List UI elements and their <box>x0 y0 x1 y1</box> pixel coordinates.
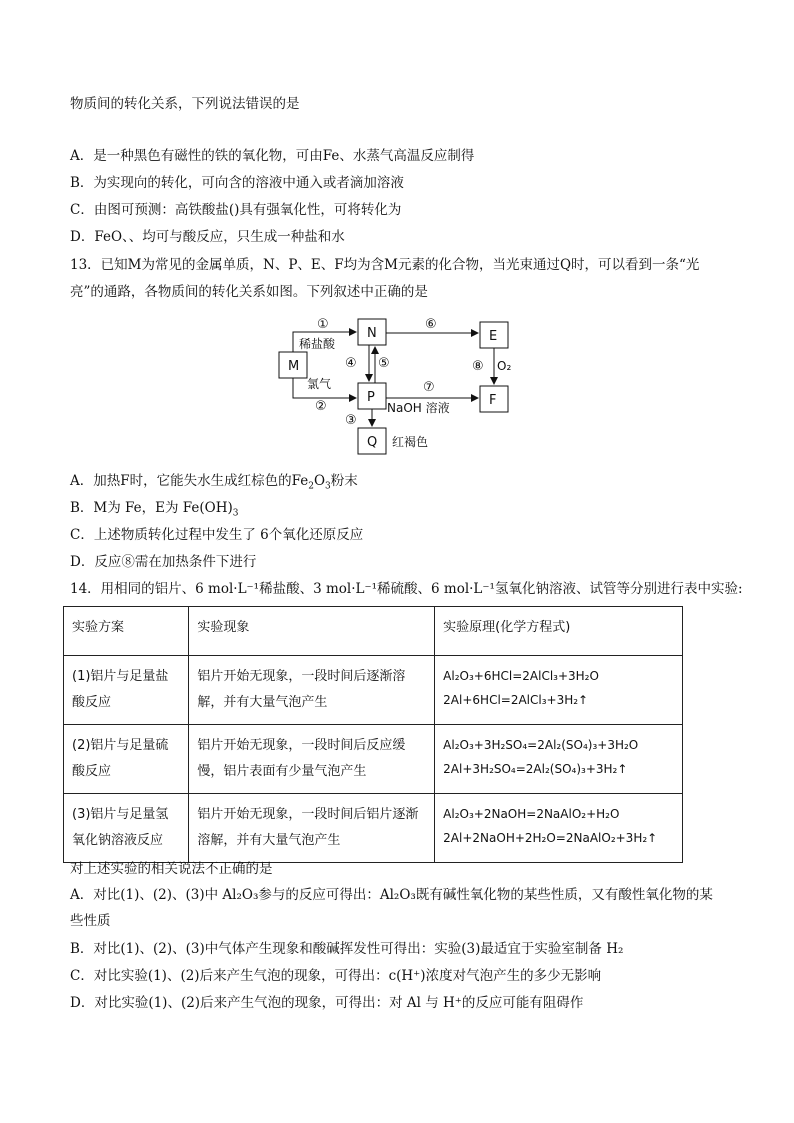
conversion-diagram <box>275 312 515 464</box>
label-step8: ⑧ <box>472 359 484 374</box>
label-step7: ⑦ <box>423 380 435 395</box>
label-naoh: NaOH 溶液 <box>387 401 450 415</box>
equation: Al₂O₃+3H₂SO₄=2Al₂(SO₄)₃+3H₂O <box>443 738 639 752</box>
q13-stem-line2: 亮”的通路，各物质间的转化关系如图。下列叙述中正确的是 <box>70 284 428 300</box>
node-n: N <box>367 326 377 341</box>
equation: 2Al+3H₂SO₄=2Al₂(SO₄)₃+3H₂↑ <box>443 762 628 776</box>
cell-principle <box>435 656 683 725</box>
q13-option-a: A．加热F时，它能失水生成红棕色的$Fe_2O_3$粉末 <box>70 473 358 492</box>
q12-option-d: D．FeO、、均可与酸反应，只生成一种盐和水 <box>70 229 345 245</box>
cell-plan: (1)铝片与足量盐酸反应 <box>64 656 189 725</box>
q14-option-a-line2: 些性质 <box>70 913 111 929</box>
q12-option-a: A．是一种黑色有磁性的铁的氧化物，可由Fe、水蒸气高温反应制得 <box>70 148 475 164</box>
label-step4: ④ <box>345 356 357 371</box>
label-step3: ③ <box>345 413 357 428</box>
label-step1: ① <box>317 317 329 332</box>
cell-principle <box>435 725 683 794</box>
q13-stem-line1: 13．已知M为常见的金属单质，N、P、E、F均为含M元素的化合物，当光束通过Q时，可以看到一条“光 <box>70 257 700 273</box>
q14-option-b: B．对比(1)、(2)、(3)中气体产生现象和酸碱挥发性可得出：实验(3)最适宜于实验室制备 H₂ <box>70 941 624 957</box>
table-row <box>64 656 683 725</box>
table-row <box>64 725 683 794</box>
equation: 2Al+2NaOH+2H₂O=2NaAlO₂+3H₂↑ <box>443 831 658 845</box>
q14-after-table: 对上述实验的相关说法不正确的是 <box>70 861 273 877</box>
label-q-color: 红褐色 <box>392 435 429 449</box>
label-o2: O₂ <box>497 359 512 373</box>
cell-plan: (3)铝片与足量氢氧化钠溶液反应 <box>64 794 189 863</box>
q13-option-c: C．上述物质转化过程中发生了 6个氧化还原反应 <box>70 527 364 543</box>
q14-option-a-line1: A．对比(1)、(2)、(3)中 Al₂O₃参与的反应可得出：Al₂O₃既有碱性氧化物的某些性质，又有酸性氧化物的某 <box>70 887 713 903</box>
node-m: M <box>288 359 300 374</box>
node-q: Q <box>367 435 378 450</box>
cell-phenomenon: 铝片开始无现象，一段时间后逐渐溶解，并有大量气泡产生 <box>189 656 435 725</box>
cell-plan: (2)铝片与足量硫酸反应 <box>64 725 189 794</box>
equation: Al₂O₃+2NaOH=2NaAlO₂+H₂O <box>443 807 620 821</box>
table-header-row <box>64 607 683 656</box>
q13-option-d: D．反应⑧需在加热条件下进行 <box>70 554 257 570</box>
label-step5: ⑤ <box>378 356 390 371</box>
q14-option-c: C．对比实验(1)、(2)后来产生气泡的现象，可得出：c(H⁺)浓度对气泡产生的多少无影响 <box>70 968 602 984</box>
header-phenomenon: 实验现象 <box>189 607 435 656</box>
label-cl2: 氯气 <box>307 377 332 391</box>
label-step2: ② <box>315 399 327 414</box>
q12-stem: 物质间的转化关系，下列说法错误的是 <box>70 96 300 112</box>
q14-stem: 14．用相同的铝片、6 mol·L⁻¹稀盐酸、3 mol·L⁻¹稀硫酸、6 mol·L⁻¹氢氧化钠溶液、试管等分别进行表中实验: <box>70 581 743 597</box>
equation: 2Al+6HCl=2AlCl₃+3H₂↑ <box>443 693 589 707</box>
table-row <box>64 794 683 863</box>
cell-principle <box>435 794 683 863</box>
cell-phenomenon: 铝片开始无现象，一段时间后铝片逐渐溶解，并有大量气泡产生 <box>189 794 435 863</box>
label-hcl: 稀盐酸 <box>299 337 336 351</box>
header-plan: 实验方案 <box>64 607 189 656</box>
q12-option-b: B．为实现向的转化，可向含的溶液中通入或者滴加溶液 <box>70 175 404 191</box>
header-principle: 实验原理(化学方程式) <box>435 607 683 656</box>
experiment-table <box>63 606 683 863</box>
label-step6: ⑥ <box>425 317 437 332</box>
node-p: P <box>367 390 375 405</box>
node-e: E <box>489 329 498 344</box>
cell-phenomenon: 铝片开始无现象，一段时间后反应缓慢，铝片表面有少量气泡产生 <box>189 725 435 794</box>
node-f: F <box>489 393 497 408</box>
equation: Al₂O₃+6HCl=2AlCl₃+3H₂O <box>443 669 599 683</box>
q12-option-c: C．由图可预测：高铁酸盐()具有强氧化性，可将转化为 <box>70 202 402 218</box>
q13-option-b: B．M为 Fe，E为 $Fe(OH)_3$ <box>70 500 239 519</box>
q14-option-d: D．对比实验(1)、(2)后来产生气泡的现象，可得出：对 Al 与 H⁺的反应可能有阻碍作 <box>70 995 584 1011</box>
